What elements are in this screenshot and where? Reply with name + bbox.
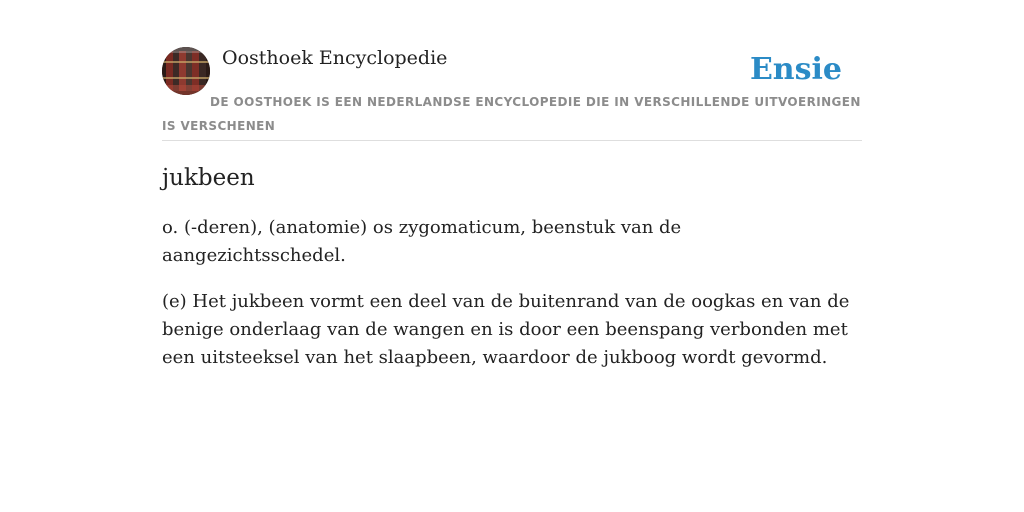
entry-title: jukbeen xyxy=(162,165,255,191)
entry-paragraph: o. (-deren), (anatomie) os zygomaticum, beenstuk van de aangezichtsschedel. xyxy=(162,217,682,266)
site-header xyxy=(162,44,862,141)
entry-paragraph: (e) Het jukbeen vormt een deel van de buitenrand van de oogkas en van de benige onderlaag van de wangen en is door een beenspang verbonden met een uitsteeksel van het slaapbeen, waardoor de jukboog wordt gevormd. xyxy=(162,291,850,368)
site-subtitle: DE OOSTHOEK IS EEN NEDERLANDSE ENCYCLOPEDIE DIE IN VERSCHILLENDE UITVOERINGEN IS VERSCHENEN xyxy=(162,95,861,133)
ensie-logo-link[interactable]: Ensie xyxy=(749,52,842,87)
site-title-link[interactable]: Oosthoek Encyclopedie xyxy=(222,47,448,69)
article-container xyxy=(162,44,862,368)
entry-content xyxy=(162,162,862,372)
encyclopedia-books-icon[interactable] xyxy=(162,47,210,95)
